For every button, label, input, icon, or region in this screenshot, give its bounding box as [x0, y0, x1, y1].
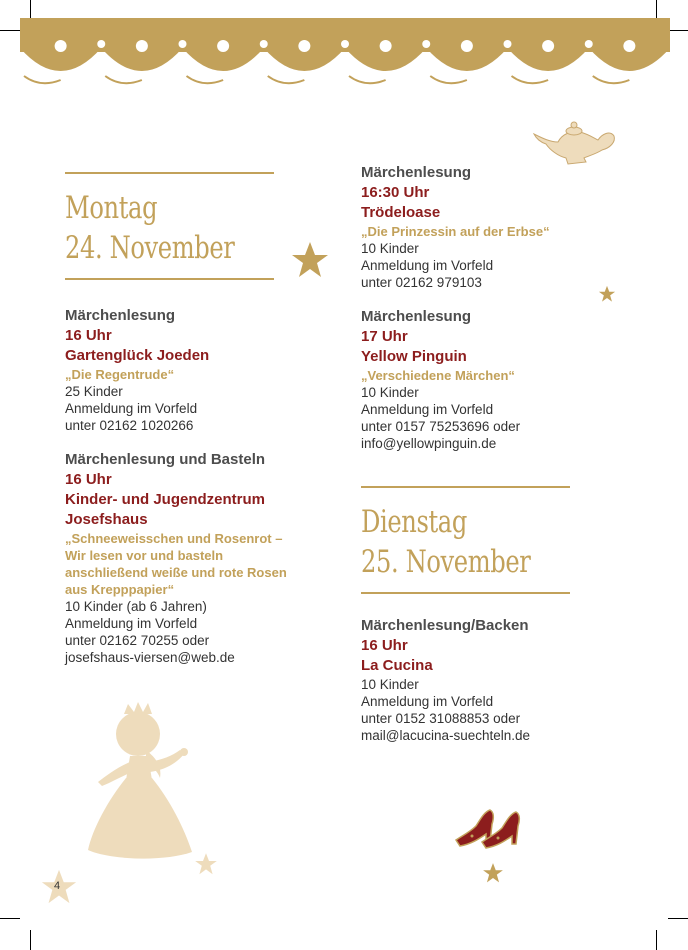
- banner-dot: [55, 40, 67, 52]
- banner-swirl: [349, 76, 386, 83]
- event-place: Josefshaus: [65, 511, 148, 528]
- event-title: „Verschiedene Märchen“: [361, 368, 515, 383]
- event-detail: 10 Kinder: [361, 385, 419, 400]
- event-place: Kinder- und Jugendzentrum: [65, 491, 265, 508]
- day-date: 24. November: [65, 230, 235, 266]
- event-detail: 10 Kinder: [361, 677, 419, 692]
- banner-dot: [623, 40, 635, 52]
- event-detail: unter 0152 31088853 oder: [361, 711, 521, 726]
- event-title: anschließend weiße und rote Rosen: [65, 565, 287, 580]
- banner-dot: [136, 40, 148, 52]
- event-place: Gartenglück Joeden: [65, 347, 210, 364]
- event-detail: Anmeldung im Vorfeld: [361, 258, 494, 273]
- day-date: 25. November: [361, 544, 531, 580]
- event-detail: mail@lacucina-suechteln.de: [361, 728, 531, 743]
- event-detail: 10 Kinder: [361, 241, 419, 256]
- day-heading-tuesday: [361, 488, 601, 588]
- event-detail: Anmeldung im Vorfeld: [361, 402, 494, 417]
- banner-swirl: [512, 76, 549, 83]
- event-title: „Die Prinzessin auf der Erbse“: [361, 224, 550, 239]
- right-column: [361, 163, 601, 744]
- crop-mark: [656, 930, 657, 950]
- crop-mark: [30, 0, 31, 20]
- event-type: Märchenlesung und Basteln: [65, 451, 266, 468]
- event-block: [65, 306, 295, 434]
- page-number: 4: [54, 880, 61, 892]
- banner-swirl: [105, 76, 142, 83]
- crop-mark: [656, 0, 657, 20]
- crop-mark: [0, 918, 20, 919]
- banner-dot: [260, 40, 268, 48]
- banner-swirl: [24, 76, 61, 83]
- event-block: [361, 307, 601, 452]
- red-shoes-icon: [452, 802, 532, 852]
- event-type: Märchenlesung: [361, 164, 472, 181]
- divider: [65, 278, 274, 280]
- banner-dot: [179, 40, 187, 48]
- left-column: [65, 172, 295, 666]
- event-detail: unter 02162 1020266: [65, 418, 194, 433]
- banner-swirl: [268, 76, 305, 83]
- event-type: Märchenlesung: [65, 307, 176, 324]
- event-time: 16 Uhr: [361, 637, 408, 654]
- event-detail: Anmeldung im Vorfeld: [65, 401, 198, 416]
- event-detail: unter 0157 75253696 oder: [361, 419, 521, 434]
- event-title: „Die Regentrude“: [65, 367, 175, 382]
- event-time: 17 Uhr: [361, 328, 408, 345]
- banner-dot: [542, 40, 554, 52]
- event-time: 16:30 Uhr: [361, 184, 430, 201]
- star-icon: [482, 862, 504, 884]
- princess-silhouette: [80, 700, 210, 870]
- event-detail: Anmeldung im Vorfeld: [65, 616, 198, 631]
- banner-swirl: [430, 76, 467, 83]
- event-detail: 10 Kinder (ab 6 Jahren): [65, 599, 207, 614]
- event-place: Trödeloase: [361, 204, 441, 221]
- banner-dot: [422, 40, 430, 48]
- crop-mark: [668, 30, 688, 31]
- event-detail: unter 02162 70255 oder: [65, 633, 210, 648]
- event-block: [361, 616, 601, 744]
- event-detail: info@yellowpinguin.de: [361, 436, 497, 451]
- event-time: 16 Uhr: [65, 471, 112, 488]
- event-time: 16 Uhr: [65, 327, 112, 344]
- event-type: Märchenlesung/Backen: [361, 617, 529, 634]
- event-block: [361, 163, 601, 291]
- banner-dot: [97, 40, 105, 48]
- scallop-banner: [20, 18, 670, 88]
- event-place: Yellow Pinguin: [361, 348, 467, 365]
- banner-dot: [341, 40, 349, 48]
- event-title: aus Krepppapier“: [65, 582, 175, 597]
- event-title: „Schneeweisschen und Rosenrot –: [65, 531, 283, 546]
- banner-dot: [380, 40, 392, 52]
- divider: [361, 592, 570, 594]
- event-detail: 25 Kinder: [65, 384, 123, 399]
- day-name: Dienstag: [361, 504, 467, 540]
- banner-dot: [585, 40, 593, 48]
- event-detail: josefshaus-viersen@web.de: [65, 650, 235, 665]
- banner-swirl: [593, 76, 630, 83]
- banner-dot: [217, 40, 229, 52]
- day-heading-monday: [65, 174, 295, 274]
- crop-mark: [30, 930, 31, 950]
- event-place: La Cucina: [361, 657, 433, 674]
- banner-dot: [298, 40, 310, 52]
- banner-dot: [461, 40, 473, 52]
- event-detail: unter 02162 979103: [361, 275, 482, 290]
- banner-dot: [504, 40, 512, 48]
- event-block: [65, 450, 295, 666]
- event-detail: Anmeldung im Vorfeld: [361, 694, 494, 709]
- crop-mark: [668, 918, 688, 919]
- crop-mark: [0, 30, 20, 31]
- day-name: Montag: [65, 190, 158, 226]
- banner-swirl: [187, 76, 224, 83]
- event-title: Wir lesen vor und basteln: [65, 548, 224, 563]
- event-type: Märchenlesung: [361, 308, 472, 325]
- star-icon: [290, 240, 330, 280]
